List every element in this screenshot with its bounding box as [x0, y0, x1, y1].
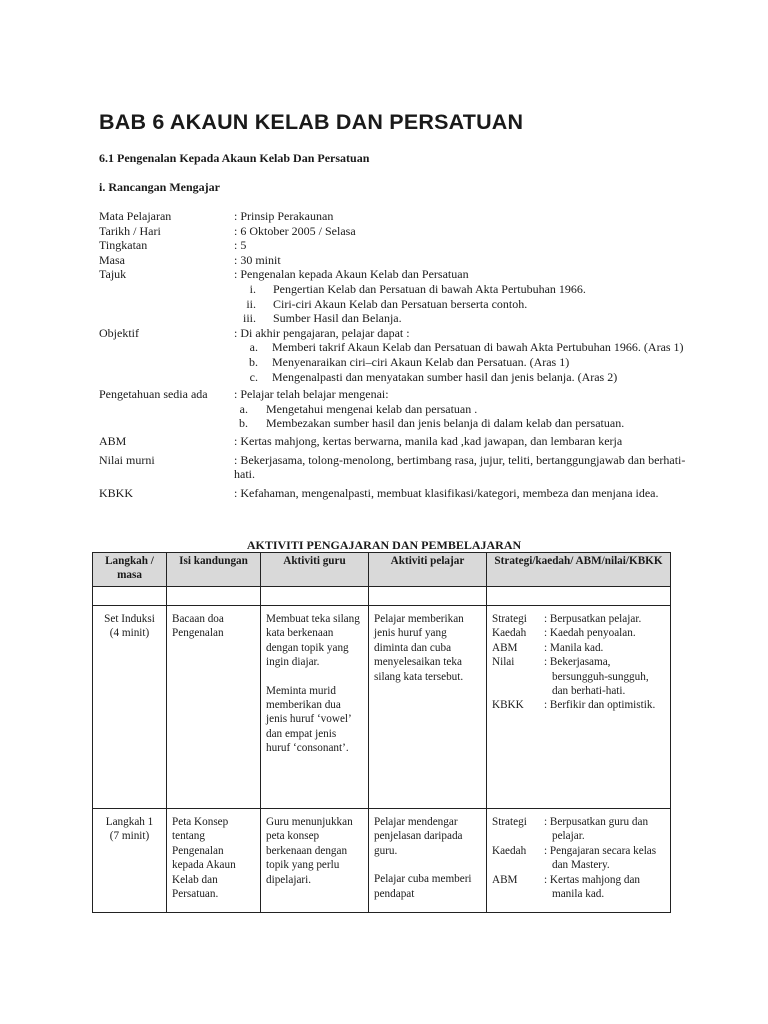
list-item	[234, 282, 689, 297]
column-header: Isi kandungan	[167, 553, 261, 587]
strategy-key: ABM	[492, 641, 518, 654]
info-row-tarikh	[99, 224, 689, 239]
list-marker: c.	[249, 369, 258, 384]
strategy-key: Kaedah	[492, 844, 527, 857]
table-cell-strategi	[487, 809, 671, 913]
strategy-value: : Berpusatkan guru dan pelajar.	[544, 816, 649, 843]
list-item	[234, 370, 689, 385]
section-heading: 6.1 Pengenalan Kepada Akaun Kelab Dan Persatuan	[99, 151, 370, 165]
list-item	[234, 311, 689, 326]
table-row	[93, 809, 671, 913]
table-spacer-row	[93, 587, 671, 606]
info-label: ABM	[99, 433, 127, 448]
chapter-title: BAB 6 AKAUN KELAB DAN PERSATUAN	[99, 110, 524, 134]
info-label: Tajuk	[99, 267, 127, 282]
info-value: : 5	[234, 238, 247, 253]
strategy-value: : Berpusatkan pelajar.	[544, 613, 642, 625]
table-header-row	[93, 553, 671, 587]
table-cell-pelajar	[369, 809, 487, 913]
info-row-masa	[99, 253, 689, 268]
info-row-mata-pelajaran	[99, 209, 689, 224]
step-name: Langkah 1	[105, 816, 154, 828]
info-row-pengetahuan	[99, 387, 689, 431]
step-time: (4 minit)	[109, 627, 150, 640]
info-value	[234, 267, 689, 325]
strategy-line	[492, 815, 665, 844]
list-marker: i.	[249, 281, 256, 296]
info-value: : Kefahaman, mengenalpasti, membuat klasifikasi/kategori, membeza dan menjana idea.	[234, 485, 659, 500]
table-cell-guru	[261, 606, 369, 809]
strategy-value: : Berfikir dan optimistik.	[544, 699, 656, 712]
info-value: : Bekerjasama, tolong-menolong, bertimbang rasa, jujur, teliti, bertanggungjawab dan berhati-hati.	[234, 452, 686, 482]
info-value: : 30 minit	[234, 252, 281, 267]
info-value: : 6 Oktober 2005 / Selasa	[234, 223, 356, 238]
strategy-value: : Kaedah penyoalan.	[544, 627, 636, 640]
cell-paragraph: Membuat teka silang kata berkenaan dengan topik yang ingin diajar.	[266, 613, 360, 669]
column-header: Aktiviti pelajar	[369, 553, 487, 587]
info-value-text: : Pengenalan kepada Akaun Kelab dan Persatuan	[234, 267, 469, 282]
list-marker: a.	[249, 340, 258, 355]
strategy-line	[492, 626, 665, 640]
info-label: KBKK	[99, 485, 134, 500]
table-cell-langkah	[93, 809, 167, 913]
list-text: Membezakan sumber hasil dan jenis belanja di dalam kelab dan persatuan.	[266, 416, 625, 431]
info-row-objektif	[99, 326, 689, 384]
table-row	[93, 606, 671, 809]
info-label: Tarikh / Hari	[99, 223, 161, 238]
strategy-value: : Kertas mahjong dan manila kad.	[544, 873, 641, 901]
step-name: Set Induksi	[104, 613, 155, 625]
info-value	[234, 387, 689, 431]
strategy-value: : Bekerjasama, bersungguh-sungguh, dan berhati-hati.	[544, 656, 649, 698]
info-value: : Kertas mahjong, kertas berwarna, manila kad ,kad jawapan, dan lembaran kerja	[234, 433, 623, 448]
info-value: : Prinsip Perakaunan	[234, 209, 334, 223]
info-row-kbkk	[99, 486, 689, 501]
list-item	[234, 416, 689, 431]
info-value-text: : Pelajar telah belajar mengenai:	[234, 387, 389, 402]
strategy-line	[492, 873, 665, 902]
info-value-text: : Di akhir pengajaran, pelajar dapat :	[234, 325, 410, 340]
cell-paragraph: Pelajar memberikan jenis huruf yang diminta dan cuba menyelesaikan teka silang kata tersebut.	[374, 613, 464, 683]
info-label: Mata Pelajaran	[99, 209, 172, 223]
info-row-tingkatan	[99, 238, 689, 253]
info-label: Nilai murni	[99, 452, 155, 467]
info-row-abm	[99, 434, 689, 449]
table-cell-isi: Peta Konsep tentang Pengenalan kepada Akaun Kelab dan Persatuan.	[167, 809, 261, 913]
info-label: Pengetahuan sedia ada	[99, 387, 208, 402]
info-label: Masa	[99, 252, 125, 267]
activities-table	[92, 552, 671, 913]
subsection-heading: i. Rancangan Mengajar	[99, 180, 220, 194]
strategy-line	[492, 641, 665, 655]
info-value	[234, 326, 689, 384]
column-header: Aktiviti guru	[261, 553, 369, 587]
strategy-value: : Manila kad.	[544, 641, 604, 654]
list-text: Menyenaraikan ciri–ciri Akaun Kelab dan Persatuan. (Aras 1)	[272, 354, 570, 369]
strategy-key: Strategi	[492, 613, 527, 625]
activities-heading: AKTIVITI PENGAJARAN DAN PEMBELAJARAN	[246, 538, 522, 552]
cell-paragraph: Guru menunjukkan peta konsep berkenaan dengan topik yang perlu dipelajari.	[266, 816, 353, 886]
column-header: Strategi/kaedah/ ABM/nilai/KBKK	[487, 553, 671, 587]
cell-paragraph: Pelajar cuba memberi pendapat	[374, 873, 472, 900]
strategy-key: Strategi	[492, 816, 527, 828]
strategy-line	[492, 844, 665, 873]
strategy-value: : Pengajaran secara kelas dan Mastery.	[544, 844, 657, 872]
strategy-key: Nilai	[492, 656, 515, 669]
list-item	[234, 340, 689, 355]
table-cell-langkah	[93, 606, 167, 809]
list-marker: b.	[239, 416, 248, 431]
info-label: Tingkatan	[99, 238, 148, 253]
lesson-plan-info	[99, 209, 689, 500]
list-text: Mengetahui mengenai kelab dan persatuan .	[266, 401, 478, 416]
info-row-nilai	[99, 453, 689, 482]
list-text: Ciri-ciri Akaun Kelab dan Persatuan berserta contoh.	[273, 296, 528, 311]
list-marker: a.	[239, 401, 248, 416]
cell-paragraph: Pelajar mendengar penjelasan daripada guru.	[374, 816, 463, 857]
list-item	[234, 355, 689, 370]
column-header: Langkah / masa	[93, 553, 167, 587]
list-text: Pengertian Kelab dan Persatuan di bawah Akta Pertubuhan 1966.	[273, 281, 586, 296]
list-text: Sumber Hasil dan Belanja.	[273, 311, 402, 326]
info-label: Objektif	[99, 325, 139, 340]
strategy-key: Kaedah	[492, 627, 527, 640]
list-text: Memberi takrif Akaun Kelab dan Persatuan di bawah Akta Pertubuhan 1966. (Aras 1)	[272, 340, 684, 355]
list-text: Mengenalpasti dan menyatakan sumber hasil dan jenis belanja. (Aras 2)	[272, 369, 618, 384]
strategy-key: ABM	[492, 873, 518, 886]
table-cell-pelajar	[369, 606, 487, 809]
info-row-tajuk	[99, 267, 689, 325]
list-marker: b.	[249, 354, 258, 369]
strategy-line	[492, 655, 665, 698]
list-marker: ii.	[246, 296, 256, 311]
step-time: (7 minit)	[109, 830, 150, 843]
cell-paragraph: Meminta murid memberikan dua jenis huruf ‘vowel’ dan empat jenis huruf ‘consonant’.	[266, 684, 351, 755]
table-cell-strategi	[487, 606, 671, 809]
strategy-key: KBKK	[492, 699, 524, 712]
table-cell-guru	[261, 809, 369, 913]
strategy-line	[492, 612, 665, 626]
list-item	[234, 297, 689, 312]
list-marker: iii.	[242, 311, 256, 326]
table-cell-isi: Bacaan doa Pengenalan	[167, 606, 261, 809]
list-item	[234, 402, 689, 417]
strategy-line	[492, 698, 665, 712]
